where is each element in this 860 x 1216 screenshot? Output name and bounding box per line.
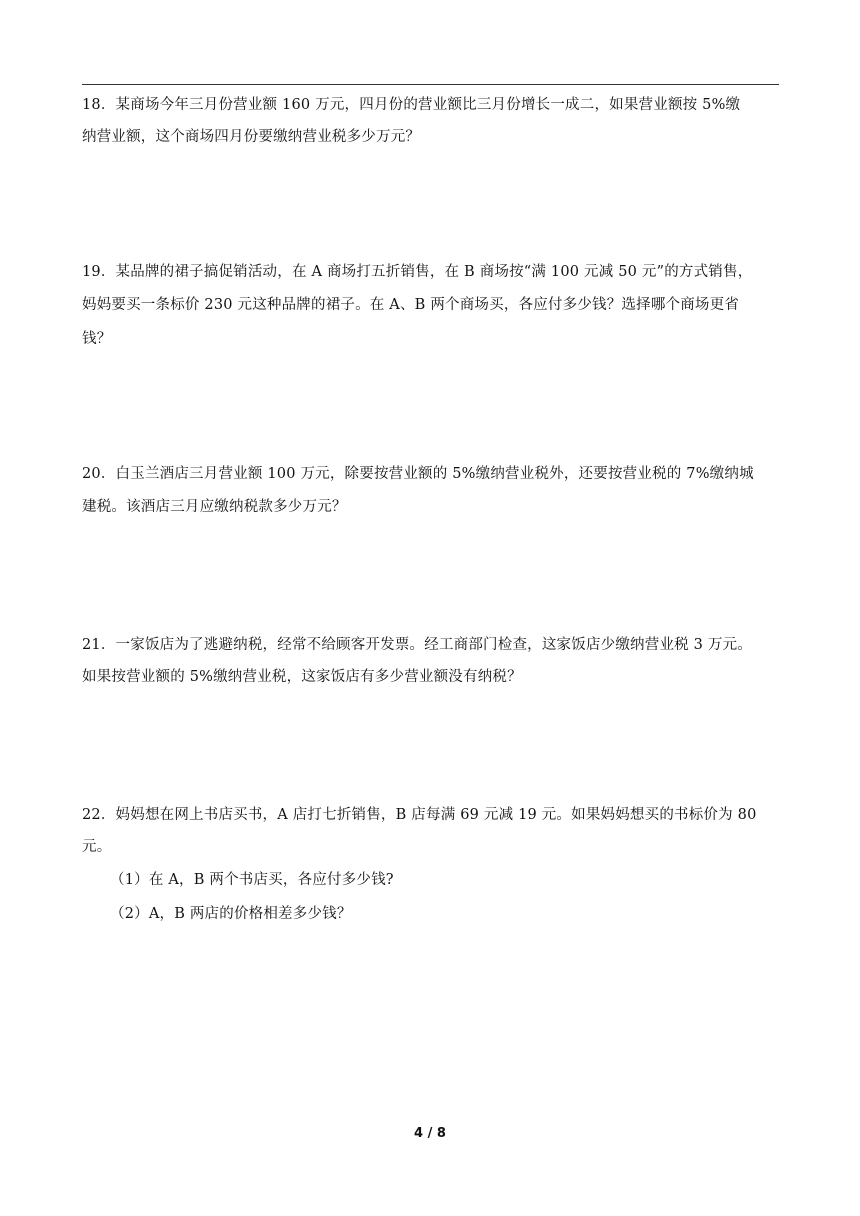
question-22-subquestion-1: （1）在 A，B 两个书店买，各应付多少钱? [110, 872, 394, 888]
question-18-line-1: 18．某商场今年三月份营业额 160 万元，四月份的营业额比三月份增长一成二，如果营业额按 5%缴 [82, 97, 741, 113]
question-20-line-1: 20．白玉兰酒店三月营业额 100 万元，除要按营业额的 5%缴纳营业税外，还要按营业税的 7%缴纳城 [82, 466, 754, 482]
question-22-subquestion-2: （2）A，B 两店的价格相差多少钱？ [110, 906, 352, 922]
question-21-line-2: 如果按营业额的 5%缴纳营业税，这家饭店有多少营业额没有纳税？ [82, 669, 522, 685]
question-20-line-2: 建税。该酒店三月应缴纳税款多少万元？ [82, 499, 347, 515]
question-21-line-1: 21．一家饭店为了逃避纳税，经常不给顾客开发票。经工商部门检查，这家饭店少缴纳营业税 3 万元。 [82, 637, 752, 653]
question-18-line-2: 纳营业额，这个商场四月份要缴纳营业税多少万元？ [82, 129, 421, 145]
question-19-line-1: 19．某品牌的裙子搞促销活动，在 A 商场打五折销售，在 B 商场按“满 100 元减 50 元”的方式销售， [82, 264, 753, 280]
question-19-line-2: 妈妈要买一条标价 230 元这种品牌的裙子。在 A、B 两个商场买，各应付多少钱？选择哪个商场更省 [82, 297, 740, 313]
question-22-line-1: 22．妈妈想在网上书店买书，A 店打七折销售，B 店每满 69 元减 19 元。如果妈妈想买的书标价为 80 [82, 807, 757, 823]
question-19-line-3: 钱？ [82, 331, 112, 347]
question-22-line-2: 元。 [82, 839, 112, 855]
page-number: 4 / 8 [414, 1126, 446, 1141]
header-rule [82, 84, 779, 85]
